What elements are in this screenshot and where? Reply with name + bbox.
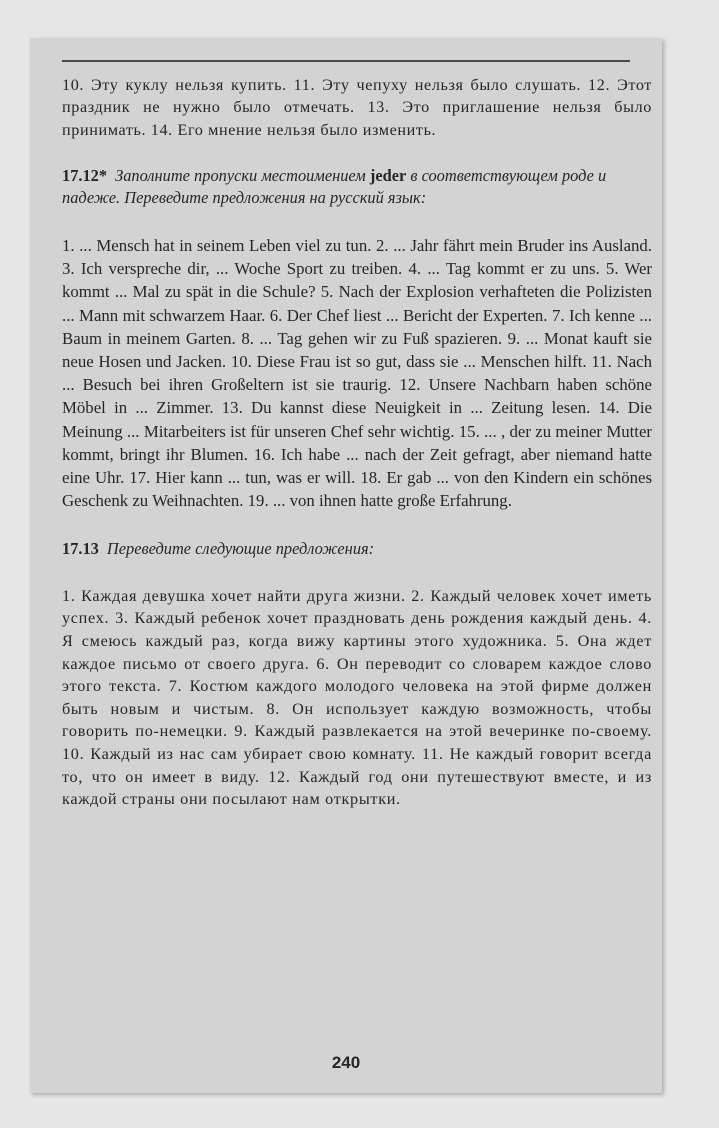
exercise-instruction: Переведите следующие предложения:: [106, 539, 375, 559]
exercise-number: 17.12*: [62, 165, 108, 185]
page-content: [62, 74, 652, 811]
exercise-17-13-sentences: 1. Каждая девушка хочет найти друга жизни. 2. Каждый человек хочет иметь успех. 3. Каждый ребенок хочет праздновать день рождения каждый день. 4. Я смеюсь каждый раз, когда вижу картины этого художника. 5. Она ждет каждое письмо от своего друга. 6. Он переводит со словарем каждое слово этого текста. 7. Костюм каждого молодого человека на этой фирме должен быть новым и чистым. 8. Он использует каждую возможность, чтобы говорить по-немецки. 9. Каждый развлекается на этой вечеринке по-своему. 10. Каждый из нас сам убирает свою комнату. 11. Не каждый говорит всегда то, что он имеет в виду. 12. Каждый год они путешествуют вместе, и из каждой страны они посылают нам открытки.: [62, 586, 652, 809]
exercise-instruction-end: в соответствующем роде и падеже. Переведите предложения на русский язык:: [62, 165, 607, 208]
header-rule: [62, 60, 630, 62]
exercise-17-12-heading: [62, 165, 652, 210]
exercise-17-13-heading: [62, 538, 652, 561]
book-page: [30, 38, 662, 1093]
exercise-keyword: jeder: [369, 165, 407, 185]
page-number: 240: [331, 1053, 361, 1072]
continuation-paragraph: 10. Эту куклу нельзя купить. 11. Эту чепуху нельзя было слушать. 12. Этот праздник не нужно было отмечать. 13. Это приглашение нельзя было принимать. 14. Его мнение нельзя было изменить.: [62, 76, 652, 139]
exercise-instruction-start: Заполните пропуски местоимением: [115, 165, 366, 185]
exercise-17-12-sentences: 1. ... Mensch hat in seinem Leben viel zu tun. 2. ... Jahr fährt mein Bruder ins Ausland. 3. Ich verspreche dir, ... Woche Sport zu treiben. 4. ... Tag kommt er zu uns. 5. Wer kommt ... Mal zu spät in die Schule? 5. Nach der Explosion verhafteten die Polizisten ... Mann mit schwarzem Haar. 6. Der Chef liest ... Bericht der Experten. 7. Ich kenne ... Baum in meinem Garten. 8. ... Tag gehen wir zu Fuß spazieren. 9. ... Monat kauft sie neue Hosen und Jacken. 10. Diese Frau ist so gut, dass sie ... Menschen hilft. 11. Nach ... Besuch bei ihren Großeltern ist sie traurig. 12. Unsere Nachbarn haben schöne Möbel in ... Zimmer. 13. Du kannst diese Neuigkeit in ... Zeitung lesen. 14. Die Meinung ... Mitarbeiters ist für unseren Chef sehr wichtig. 15. ... , der zu meiner Mutter kommt, bringt ihr Blumen. 16. Ich habe ... nach der Zeit gefragt, aber niemand hatte eine Uhr. 17. Hier kann ... tun, was er will. 18. Er gab ... von den Kindern ein schönes Geschenk zu Weihnachten. 19. ... von ihnen hatte große Erfahrung.: [62, 235, 652, 511]
exercise-number: 17.13: [62, 539, 99, 559]
